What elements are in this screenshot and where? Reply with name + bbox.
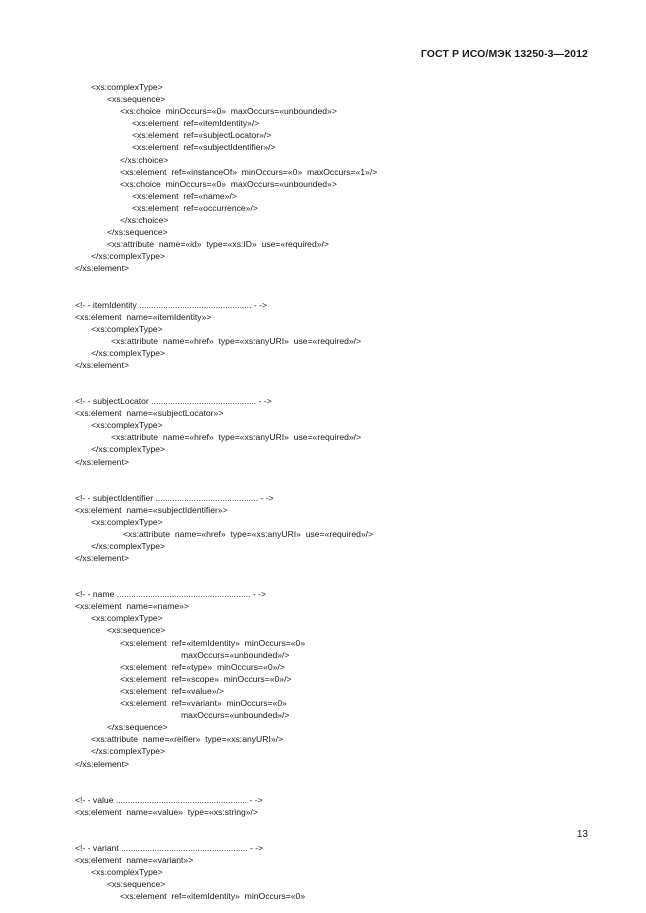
code-line: <xs:sequence> [107, 94, 166, 105]
code-line: <xs:complexType> [91, 323, 163, 334]
code-line: <xs:complexType> [91, 82, 163, 92]
code-line: </xs:sequence> [107, 722, 168, 733]
page-number: 13 [576, 829, 588, 840]
xml-comment-line: <!- - subjectLocator ............................................ - -> [75, 396, 272, 407]
code-line: <xs:attribute name=«id» type=«xs:ID» use=«required»/> [107, 239, 329, 250]
code-line: <xs:element ref=«occurrence»/> [132, 202, 258, 213]
code-line: </xs:complexType> [91, 251, 166, 262]
code-line: </xs:element> [75, 263, 129, 274]
code-line: </xs:complexType> [91, 444, 166, 455]
code-line: <xs:attribute name=«href» type=«xs:anyURI» use=«required»/> [111, 335, 362, 346]
xml-comment-line: <!- - value ....................................................... - -> [75, 794, 263, 805]
code-line: </xs:sequence> [107, 227, 168, 238]
xml-comment-line: <!- - subjectIdentifier ........................................... - -> [75, 492, 274, 503]
code-line: <xs:element name=«name»> [75, 601, 189, 612]
code-line: <xs:choice minOccurs=«0» maxOccurs=«unbounded»> [120, 106, 337, 117]
code-line: <xs:attribute name=«reifier» type=«xs:anyURI»/> [91, 734, 284, 745]
code-line: <xs:element ref=«instanceOf» minOccurs=«0» maxOccurs=«1»/> [120, 166, 378, 177]
code-line: </xs:complexType> [91, 541, 166, 551]
code-line: <xs:element ref=«itemIdentity» minOccurs=«0» [120, 891, 306, 902]
xml-comment-line: <!- - itemIdentity ............................................... - -> [75, 299, 267, 310]
code-line: maxOccurs=«unbounded»/> [181, 710, 290, 721]
code-line: <xs:sequence> [107, 879, 166, 890]
code-line: <xs:complexType> [91, 516, 163, 527]
code-line: <xs:element ref=«itemIdentity»/> [132, 118, 260, 129]
code-line: <xs:element ref=«subjectLocator»/> [132, 130, 272, 141]
code-line: </xs:element> [75, 553, 129, 564]
code-line: <xs:complexType> [91, 420, 163, 431]
code-line: </xs:element> [75, 359, 129, 370]
code-line: <xs:sequence> [107, 625, 166, 636]
code-line: <xs:element ref=«variant» minOccurs=«0» [120, 698, 287, 709]
blank-line [75, 468, 606, 492]
code-line: </xs:choice> [120, 154, 169, 165]
xml-schema-listing [75, 81, 606, 902]
blank-line [75, 564, 606, 588]
xml-comment-line: <!- - name ........................................................ - -> [75, 589, 267, 600]
code-line: <xs:element name=«subjectLocator»> [75, 408, 224, 419]
code-line: <xs:element name=«variant»> [75, 854, 194, 865]
code-line: </xs:element> [75, 456, 129, 467]
code-line: </xs:element> [75, 758, 129, 769]
code-line: <xs:element ref=«subjectIdentifier»/> [132, 142, 276, 153]
code-line: <xs:complexType> [91, 613, 163, 624]
code-line: <xs:element name=«value» type=«xs:string»/> [75, 806, 258, 817]
code-line: </xs:complexType> [91, 347, 166, 358]
code-line: </xs:complexType> [91, 746, 166, 757]
code-line: <xs:element ref=«name»/> [132, 190, 237, 201]
code-line: </xs:choice> [120, 215, 169, 226]
blank-line [75, 770, 606, 794]
code-line: <xs:complexType> [91, 866, 163, 877]
code-line: <xs:element ref=«value»/> [120, 685, 224, 696]
code-line: <xs:element name=«subjectIdentifier»> [75, 504, 228, 515]
code-line: <xs:element ref=«scope» minOccurs=«0»/> [120, 673, 292, 684]
blank-line [75, 275, 606, 299]
code-line: <xs:attribute name=«href» type=«xs:anyURI» use=«required»/> [111, 432, 362, 443]
code-line: <xs:attribute name=«href» type=«xs:anyURI» use=«required»/> [123, 528, 374, 539]
blank-line [75, 371, 606, 395]
code-line: <xs:element name=«itemIdentity»> [75, 311, 212, 322]
code-line: <xs:element ref=«itemIdentity» minOccurs=«0» [120, 637, 306, 648]
code-line: <xs:choice minOccurs=«0» maxOccurs=«unbounded»> [120, 178, 337, 189]
xml-comment-line: <!- - variant ..................................................... - -> [75, 842, 264, 853]
code-line: maxOccurs=«unbounded»/> [181, 649, 290, 660]
standard-header: ГОСТ Р ИСО/МЭК 13250-3—2012 [420, 48, 588, 60]
blank-line [75, 818, 606, 842]
code-line: <xs:element ref=«type» minOccurs=«0»/> [120, 661, 285, 672]
